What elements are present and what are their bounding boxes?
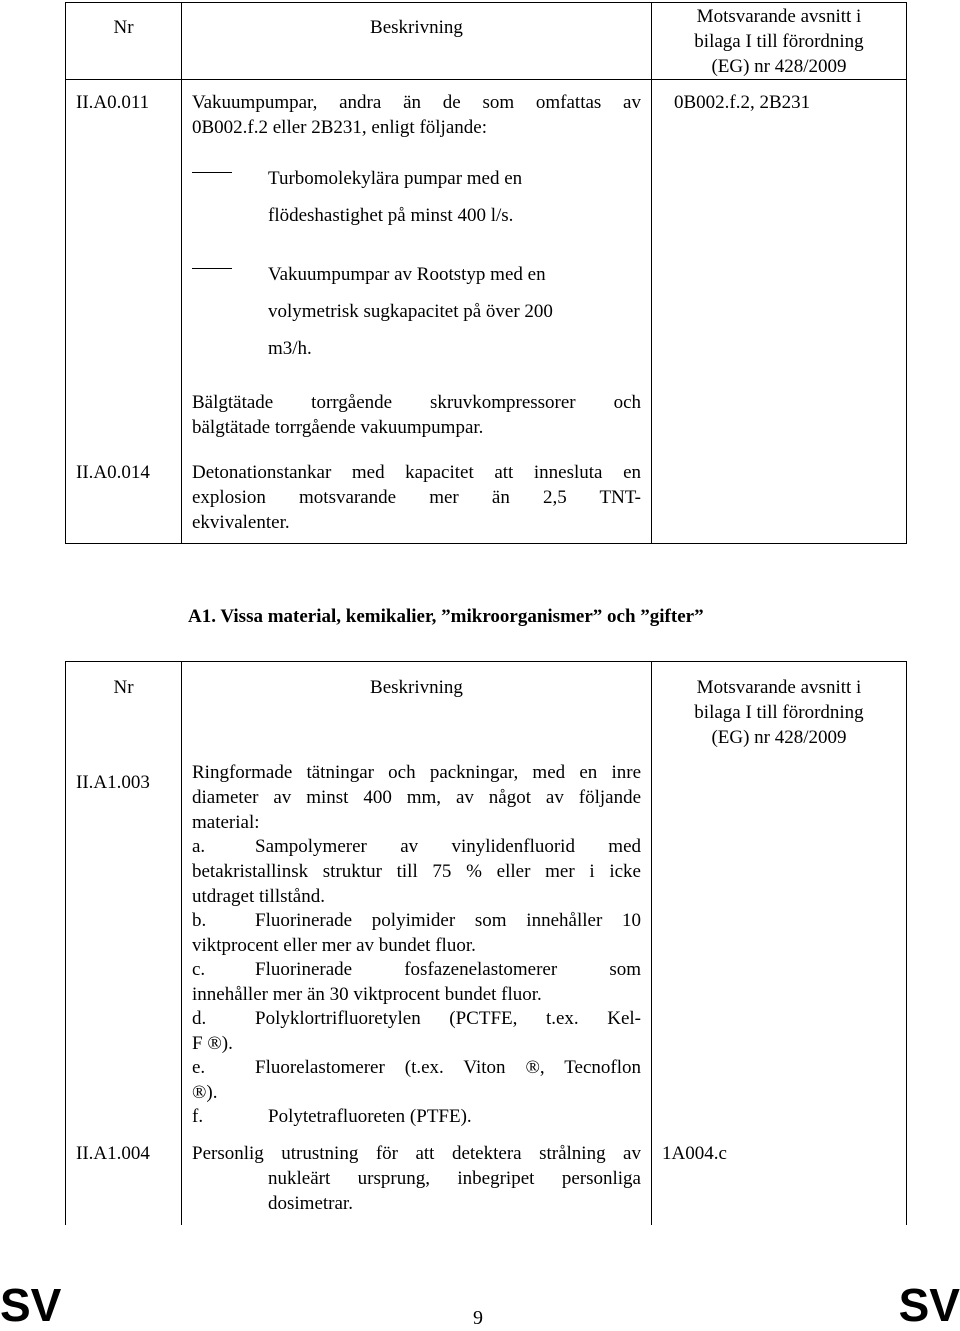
table1-col-divider-2 <box>651 2 652 544</box>
item-label: a. <box>192 836 206 857</box>
item-line: Fluorinerade fosfazenelastomerer som <box>255 959 641 980</box>
header-line: (EG) nr 428/2009 <box>711 56 847 77</box>
item-line: Fluorinerade polyimider som innehåller 10 <box>255 910 641 931</box>
item-line: Polytetrafluoreten (PTFE). <box>268 1106 472 1127</box>
desc-line: material: <box>192 812 260 833</box>
list-item-b <box>192 908 641 958</box>
desc-line: dosimetrar. <box>268 1193 353 1214</box>
desc-line: Ringformade tätningar och packningar, med en inre <box>192 762 641 783</box>
header-line: Motsvarande avsnitt i <box>696 6 862 27</box>
header-line: (EG) nr 428/2009 <box>711 727 847 748</box>
row-description-intro <box>192 90 641 140</box>
table1-top-border <box>65 2 907 3</box>
item-label: f. <box>192 1106 204 1127</box>
item-line: F ®). <box>192 1033 233 1054</box>
table1-col-divider-1 <box>181 2 182 544</box>
list-item-d <box>192 1006 641 1056</box>
item-line: innehåller mer än 30 viktprocent bundet fluor. <box>192 984 542 1005</box>
footer-language-right: SV <box>898 1279 960 1331</box>
sub-line: flödeshastighet på minst 400 l/s. <box>268 205 514 226</box>
desc-line: Personlig utrustning för att detektera strålning av <box>192 1143 641 1164</box>
row-description-intro <box>192 760 641 835</box>
desc-line: nukleärt ursprung, inbegripet personliga <box>268 1168 641 1189</box>
desc-line: Detonationstankar med kapacitet att innesluta en <box>192 462 641 483</box>
desc-line: explosion motsvarande mer än 2,5 TNT- <box>192 487 641 508</box>
desc-line: diameter av minst 400 mm, av något av följande <box>192 787 641 808</box>
table1-right-border <box>906 2 907 544</box>
row-description <box>192 1141 641 1214</box>
list-item-e <box>192 1055 641 1105</box>
sub-line: Vakuumpumpar av Rootstyp med en <box>268 264 546 285</box>
item-line: viktprocent eller mer av bundet fluor. <box>192 935 476 956</box>
table2-left-border <box>65 661 66 1225</box>
header-line: bilaga I till förordning <box>694 702 864 723</box>
table2-right-border <box>906 661 907 1225</box>
item-label: e. <box>192 1057 206 1078</box>
table1-header-divider <box>65 79 907 80</box>
table2-header-motsvarande <box>652 675 906 750</box>
item-label: b. <box>192 910 207 931</box>
page-number: 9 <box>473 1307 483 1329</box>
table2-header-nr: Nr <box>113 677 134 698</box>
sub-item-rootstyp <box>268 256 553 367</box>
table1-left-border <box>65 2 66 544</box>
row-reference: 1A004.c <box>662 1143 727 1164</box>
table1-header-beskrivning: Beskrivning <box>370 17 463 38</box>
desc-line: ekvivalenter. <box>192 512 290 533</box>
table1-header-nr: Nr <box>113 17 134 38</box>
sub-item-turbomolekylara <box>268 160 522 234</box>
table1-bottom-border <box>65 543 907 544</box>
desc-line: bälgtätade torrgående vakuumpumpar. <box>192 417 484 438</box>
desc-line: Vakuumpumpar, andra än de som omfattas av <box>192 92 641 113</box>
sub-line: m3/h. <box>268 338 312 359</box>
row-description-extra <box>192 390 641 440</box>
item-line: utdraget tillstånd. <box>192 886 325 907</box>
row-nr: II.A1.004 <box>76 1143 150 1164</box>
list-item-a <box>192 834 641 909</box>
desc-line: 0B002.f.2 eller 2B231, enligt följande: <box>192 117 487 138</box>
row-nr: II.A1.003 <box>76 772 150 793</box>
section-heading: A1. Vissa material, kemikalier, ”mikroorganismer” och ”gifter” <box>188 606 704 627</box>
item-line: Fluorelastomerer (t.ex. Viton ®, Tecnoflon <box>255 1057 641 1078</box>
header-line: Motsvarande avsnitt i <box>696 677 862 698</box>
sub-line: volymetrisk sugkapacitet på över 200 <box>268 301 553 322</box>
desc-line: Bälgtätade torrgående skruvkompressorer och <box>192 392 641 413</box>
dash-bullet <box>192 172 232 173</box>
item-line: Polyklortrifluoretylen (PCTFE, t.ex. Kel- <box>255 1008 641 1029</box>
row-reference: 0B002.f.2, 2B231 <box>674 92 811 113</box>
table2-top-border <box>65 661 907 662</box>
table1-header-motsvarande <box>652 4 906 79</box>
header-line: bilaga I till förordning <box>694 31 864 52</box>
item-label: d. <box>192 1008 207 1029</box>
table2-col-divider-1 <box>181 661 182 1225</box>
footer-language-left: SV <box>0 1279 62 1331</box>
row-nr: II.A0.011 <box>76 92 150 113</box>
table2-header-beskrivning: Beskrivning <box>370 677 463 698</box>
item-line: betakristallinsk struktur till 75 % eller mer i icke <box>192 861 641 882</box>
dash-bullet <box>192 268 232 269</box>
list-item-c <box>192 957 641 1007</box>
item-label: c. <box>192 959 206 980</box>
row-description <box>192 460 641 535</box>
sub-line: Turbomolekylära pumpar med en <box>268 168 523 189</box>
item-line: ®). <box>192 1082 218 1103</box>
list-item-f <box>192 1104 641 1129</box>
item-line: Sampolymerer av vinylidenfluorid med <box>255 836 641 857</box>
row-nr: II.A0.014 <box>76 462 150 483</box>
